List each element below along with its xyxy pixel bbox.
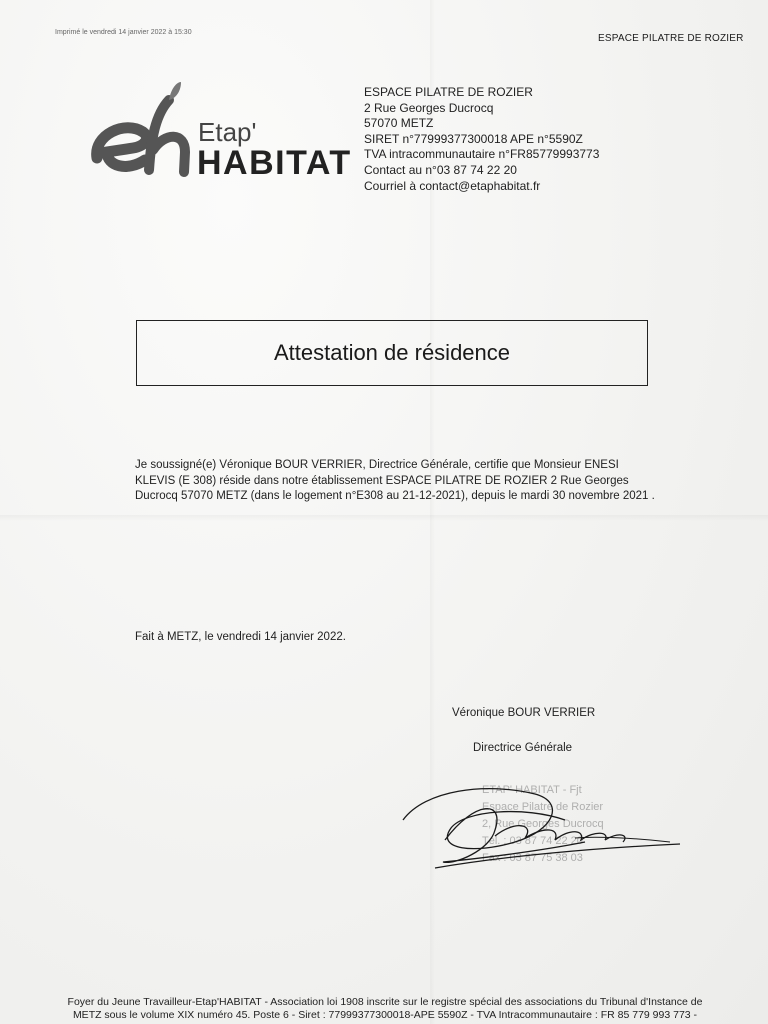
document-title: Attestation de résidence	[273, 340, 511, 365]
handwritten-signature	[395, 780, 685, 875]
stamp-line: Espace Pilatre de Rozier	[482, 801, 604, 813]
title-box	[136, 320, 648, 386]
address-line: TVA intracommunautaire n°FR85779993773	[364, 147, 600, 162]
address-line: SIRET n°77999377300018 APE n°5590Z	[364, 131, 583, 146]
stamp-line: Fax : 03 87 75 38 03	[482, 852, 583, 864]
address-line: 2 Rue Georges Ducrocq	[364, 100, 494, 115]
attestation-body: Je soussigné(e) Véronique BOUR VERRIER, Directrice Générale, certifie que Monsieur ENESI KLEVIS (E 308) réside dans notre établissement ESPACE PILATRE DE ROZIER 2 Rue Georges Ducrocq 57070 METZ (dans le logement n°E308 au 21-12-2021), depuis le mardi 30 novembre 2021 .	[135, 459, 655, 503]
place-and-date: Fait à METZ, le vendredi 14 janvier 2022.	[135, 631, 346, 643]
address-block	[364, 85, 599, 194]
footer-line: METZ sous le volume XIX numéro 45. Poste 6 - Siret : 77999377300018-APE 5590Z - TVA Intracommunautaire : FR 85 779 993 773 -	[72, 1009, 698, 1021]
logo-text-etap: Etap'	[198, 117, 257, 147]
signatory-role: Directrice Générale	[473, 742, 573, 754]
footer-legal	[40, 996, 730, 1022]
address-line: Courriel à contact@etaphabitat.fr	[364, 178, 541, 193]
address-line: 57070 METZ	[364, 116, 434, 131]
signatory-name: Véronique BOUR VERRIER	[452, 707, 596, 719]
stamp-line: 2, Rue Georges Ducrocq	[482, 818, 604, 830]
logo-text-habitat: HABITAT	[197, 144, 352, 182]
stamp-line: ETAP' HABITAT - Fjt	[482, 784, 582, 796]
establishment-header: ESPACE PILATRE DE ROZIER	[598, 33, 744, 44]
printed-timestamp: Imprimé le vendredi 14 janvier 2022 à 15:30	[55, 29, 192, 36]
address-line: Contact au n°03 87 74 22 20	[364, 162, 517, 177]
stamp-line: Tél. : 03 87 74 22 20	[482, 835, 583, 847]
address-line: ESPACE PILATRE DE ROZIER	[364, 85, 533, 99]
footer-line: Foyer du Jeune Travailleur-Etap'HABITAT - Association loi 1908 inscrite sur le registre spécial des associations du Tribunal d'Instance de	[67, 996, 703, 1008]
